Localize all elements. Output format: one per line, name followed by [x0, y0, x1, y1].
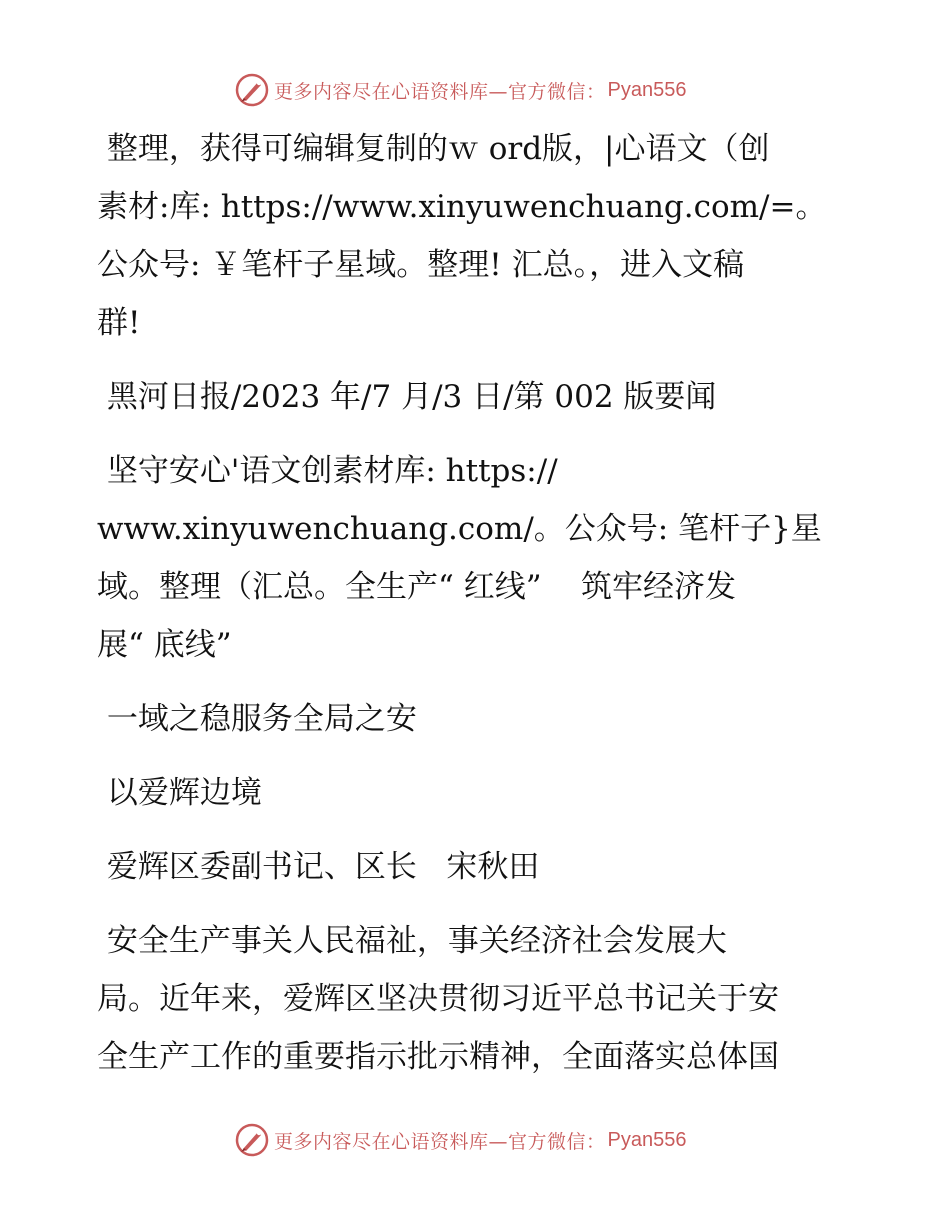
intro-line-2: 素材:库: https://www.xinyuwenchuang.com/=。	[97, 189, 827, 225]
body-line-2: 局。近年来，爱辉区坚决贯彻习近平总书记关于安	[97, 981, 779, 1017]
title-line-4: 展“ 底线”	[97, 627, 232, 663]
title-line-1: 坚守安心'语文创素材库: https://	[97, 453, 558, 489]
subtitle-1: 一域之稳服务全局之安	[97, 701, 417, 737]
banner-text: 更多内容尽在心语资料库—官方微信：	[274, 1130, 606, 1153]
author-line: 爱辉区委副书记、区长 宋秋田	[97, 849, 540, 885]
intro-line-3: 公众号: ￥笔杆子星域。整理! 汇总。，进入文稿	[97, 247, 745, 283]
title-line-3: 域。整理（汇总。全生产“ 红线” 筑牢经济发	[97, 569, 736, 605]
source-line: 黑河日报/2023 年/7 月/3 日/第 002 版要闻	[97, 379, 717, 415]
body-line-3: 全生产工作的重要指示批示精神，全面落实总体国	[97, 1039, 779, 1075]
body-line-1: 安全生产事关人民福祉，事关经济社会发展大	[97, 923, 727, 959]
wechat-id: Pyan556	[607, 78, 687, 101]
banner-text: 更多内容尽在心语资料库—官方微信：	[274, 80, 606, 103]
intro-line-4: 群!	[97, 305, 141, 341]
subtitle-2: 以爱辉边境	[97, 775, 262, 811]
footer-banner	[234, 1120, 686, 1160]
quill-pen-logo-icon	[234, 1122, 270, 1158]
wechat-id: Pyan556	[607, 1128, 687, 1151]
document-body	[97, 120, 867, 1086]
header-banner	[234, 70, 686, 110]
quill-pen-logo-icon	[234, 72, 270, 108]
title-line-2: www.xinyuwenchuang.com/。公众号: 笔杆子}星	[97, 511, 822, 547]
intro-line-1: 整理，获得可编辑复制的ｗ ord版，|心语文（创	[97, 131, 770, 167]
